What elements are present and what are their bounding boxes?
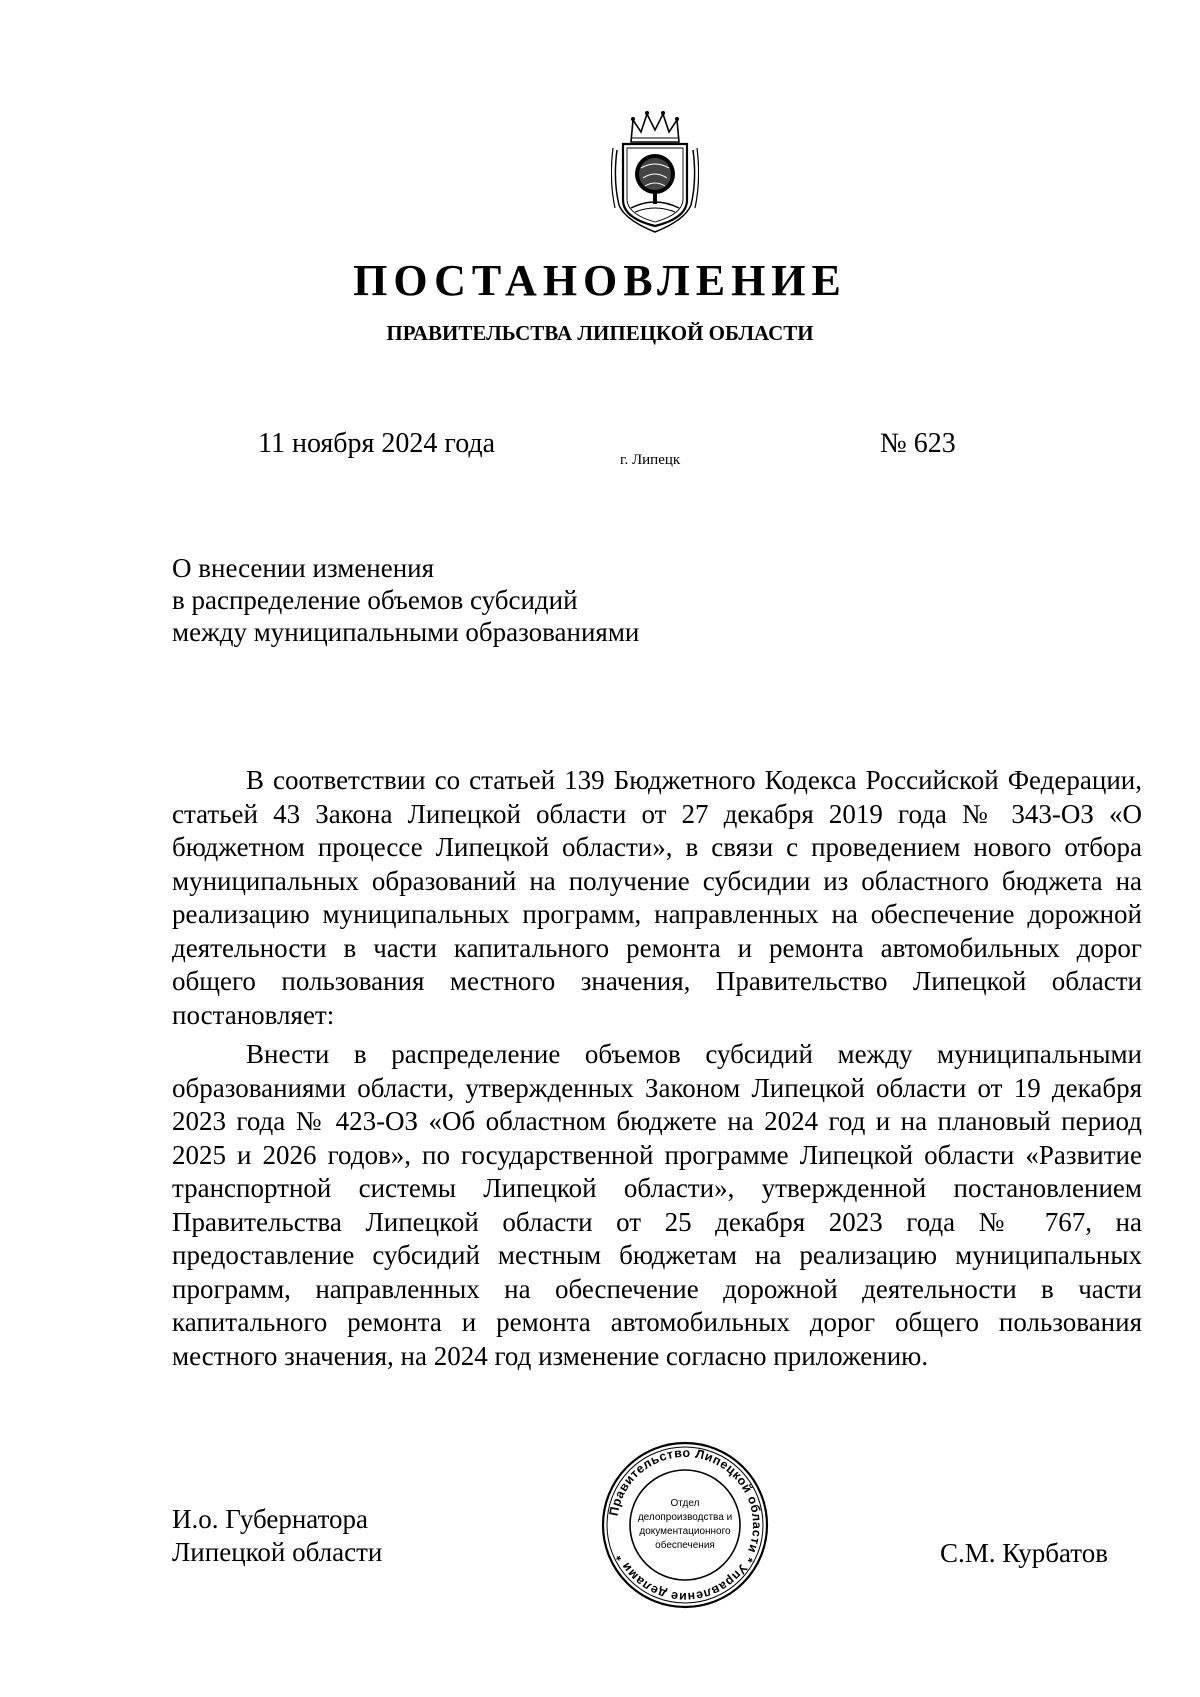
- stamp-inner-line: документационного: [639, 1526, 731, 1537]
- signatory-position: [172, 1503, 382, 1569]
- stamp-inner-line: делопроизводства и: [637, 1512, 733, 1523]
- coat-of-arms-icon: [611, 110, 699, 235]
- body-paragraph: В соответствии со статьей 139 Бюджетного Кодекса Российской Федерации, статьей 43 Закона Липецкой области от 27 декабря 2019 года № 343-ОЗ «О бюджетном процессе Липецкой области», в связи с проведением нового отбора муниципальных образований на получение субсидии из областного бюджета на реализацию муниципальных программ, направленных на обеспечение дорожной деятельности в части капитального ремонта и ремонта автомобильных дорог общего пользования местного значения, Правительство Липецкой области постановляет:: [172, 765, 1142, 1030]
- signatory-name: С.М. Курбатов: [940, 1538, 1108, 1568]
- stamp-outer-text: Правительство Липецкой области * Управление делами *: [606, 1445, 765, 1605]
- document-number: № 623: [880, 428, 956, 459]
- subject-line: в распределение объемов субсидий: [172, 585, 578, 615]
- signatory-position-line: Липецкой области: [172, 1537, 383, 1567]
- signatory-position-line: И.о. Губернатора: [172, 1504, 369, 1534]
- subject-line: О внесении изменения: [172, 553, 435, 583]
- official-stamp-icon: [600, 1440, 770, 1610]
- document-title: ПОСТАНОВЛЕНИЕ: [353, 256, 847, 305]
- document-body: [172, 764, 1142, 1373]
- document-subject: [172, 552, 639, 648]
- subject-line: между муниципальными образованиями: [172, 617, 640, 647]
- stamp-inner-line: Отдел: [670, 1498, 700, 1509]
- document-issuer: ПРАВИТЕЛЬСТВА ЛИПЕЦКОЙ ОБЛАСТИ: [386, 321, 814, 345]
- document-place: г. Липецк: [620, 452, 681, 468]
- body-paragraph: Внести в распределение объемов субсидий между муниципальными образованиями области, утвержденных Законом Липецкой области от 19 декабря 2023 года № 423-ОЗ «Об областном бюджете на 2024 год и на плановый период 2025 и 2026 годов», по государственной программе Липецкой области «Развитие транспортной системы Липецкой области», утвержденной постановлением Правительства Липецкой области от 25 декабря 2023 года № 767, на предоставление субсидий местным бюджетам на реализацию муниципальных программ, направленных на обеспечение дорожной деятельности в части капитального ремонта и ремонта автомобильных дорог общего пользования местного значения, на 2024 год изменение согласно приложению.: [172, 1039, 1142, 1371]
- document-date: 11 ноября 2024 года: [258, 428, 496, 459]
- stamp-inner-line: обеспечения: [655, 1540, 715, 1551]
